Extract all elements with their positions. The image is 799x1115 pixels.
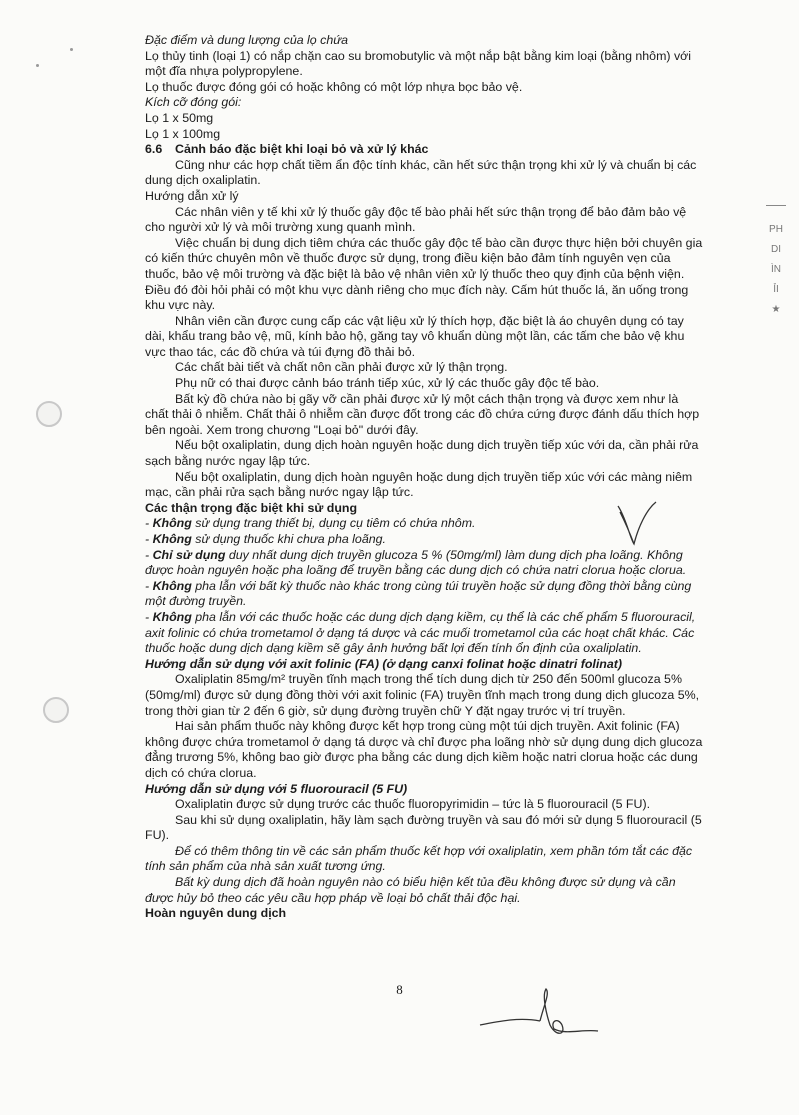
paragraph: Nếu bột oxaliplatin, dung dịch hoàn nguyên hoặc dung dịch truyền tiếp xúc với các màng niêm mạc, cần phải rửa sạch bằng nước ngay lập tức. xyxy=(145,469,693,500)
paragraph: Lọ 1 x 100mg xyxy=(145,126,221,141)
bullet-dash: - xyxy=(145,609,153,624)
paragraph: Phụ nữ có thai được cảnh báo tránh tiếp xúc, xử lý các thuốc gây độc tế bào. xyxy=(175,376,600,391)
section-heading xyxy=(145,142,705,158)
bullet-dash: - xyxy=(145,578,153,593)
paragraph: Lọ thủy tinh (loại 1) có nắp chặn cao su bromobutylic và một nắp bật bằng kim loại (bằng nhôm) với một đĩa nhựa polypropylene. xyxy=(145,48,692,79)
section-title: Cảnh báo đặc biệt khi loại bỏ và xử lý khác xyxy=(175,142,429,157)
precaution-item xyxy=(145,579,705,610)
precaution-text: sử dụng trang thiết bị, dụng cụ tiêm có chứa nhôm. xyxy=(191,516,476,531)
paragraph: Oxaliplatin 85mg/m² truyền tĩnh mạch trong thể tích dung dịch từ 250 đến 500ml glucoza 5% (50mg/ml) được sử dụng đồng thời với axit folinic (FA) truyền tĩnh mạch trong dung dịch glucoza 5%, trong thời gian từ 2 đến 6 giờ, sử dụng đường truyền chữ Y đặt ngay trước vị trí truyền. xyxy=(145,672,700,718)
precaution-text: duy nhất dung dịch truyền glucoza 5 % (50mg/ml) làm dung dịch pha loãng. Không được hoàn nguyên hoặc pha loãng để truyền bằng các dung dịch có chứa natri clorua hoặc clorua. xyxy=(145,547,687,578)
paragraph: Nếu bột oxaliplatin, dung dịch hoàn nguyên hoặc dung dịch truyền tiếp xúc với da, cần phải rửa sạch bằng nước ngay lập tức. xyxy=(145,438,699,469)
stamp-star-icon: ★ xyxy=(771,304,781,315)
page-number: 8 xyxy=(396,982,403,997)
section-number: 6.6 xyxy=(145,142,163,157)
paragraph: Lọ thuốc được đóng gói có hoặc không có một lớp nhựa bọc bảo vệ. xyxy=(145,79,523,94)
subheading: Các thận trọng đặc biệt khi sử dụng xyxy=(145,500,358,515)
paragraph: Hướng dẫn xử lý xyxy=(145,188,239,203)
scan-speck xyxy=(70,48,73,51)
subheading: Hướng dẫn sử dụng với 5 fluorouracil (5 FU) xyxy=(145,781,408,796)
paragraph: Bất kỳ đồ chứa nào bị gãy vỡ cần phải được xử lý một cách thận trọng và được xem như là chất thải ô nhiễm. Chất thải ô nhiễm cần được đốt trong các đồ chứa cứng được đánh dấu thích hợp bên ngoài. Xem trong chương "Loại bỏ" dưới đây. xyxy=(145,391,700,437)
paragraph: Hai sản phẩm thuốc này không được kết hợp trong cùng một túi dịch truyền. Axit folinic (FA) không được chứa trometamol ở dạng tá dược và chỉ được pha loãng nhờ sử dụng dung dịch glucoza đẳng trương 5%, không bao giờ được pha bằng các dung dịch kiềm hoặc natri clorua hoặc các dung dịch có chứa clorua. xyxy=(145,719,703,780)
scan-speck xyxy=(36,64,39,67)
bottom-signature xyxy=(470,985,610,1050)
paragraph: Nhân viên cần được cung cấp các vật liệu xử lý thích hợp, đặc biệt là áo chuyên dụng có tay dài, khẩu trang bảo vệ, mũ, kính bảo hộ, găng tay vô khuẩn dùng một lần, các tấm che bảo vệ khu vực thao tác, các đồ chứa và túi đựng đồ thải bỏ. xyxy=(145,313,685,359)
emphasis-keyword: Chỉ sử dụng xyxy=(152,547,226,562)
paragraph: Đặc điểm và dung lượng của lọ chứa xyxy=(145,33,348,47)
precaution-text: sử dụng thuốc khi chưa pha loãng. xyxy=(191,532,386,546)
paragraph: Để có thêm thông tin về các sản phẩm thuốc kết hợp với oxaliplatin, xem phần tóm tắt các đặc tính sản phẩm của nhà sản xuất tương ứng. xyxy=(145,843,693,874)
precaution-text: pha lẫn với bất kỳ thuốc nào khác trong cùng túi truyền hoặc sử dụng đồng thời bằng cùng một đường truyền. xyxy=(145,578,692,609)
bullet-dash: - xyxy=(145,547,153,562)
margin-stamp-fragment xyxy=(758,205,794,320)
precaution-text: pha lẫn với các thuốc hoặc các dung dịch dạng kiềm, cụ thể là các chế phẩm 5 fluorouracil, axit folinic có chứa trometamol ở dạng tá dược và các muối trometamol của các hoạt chất khác. Các thuốc hoặc dung dịch dạng kiềm sẽ gây ảnh hưởng bất lợi đến tính ổn định của oxaliplatin. xyxy=(145,609,696,656)
paragraph: Lọ 1 x 50mg xyxy=(145,110,214,125)
stamp-line: ÌN xyxy=(771,264,781,275)
subheading: Hoàn nguyên dung dịch xyxy=(145,906,287,921)
stamp-line: ỈI xyxy=(773,284,779,295)
precaution-item xyxy=(145,548,705,579)
paragraph: Các chất bài tiết và chất nôn cần phải được xử lý thận trọng. xyxy=(175,360,508,375)
paragraph: Bất kỳ dung dịch đã hoàn nguyên nào có biểu hiện kết tủa đều không được sử dụng và cần được hủy bỏ theo các yêu cầu hợp pháp về loại bỏ chất thải độc hại. xyxy=(145,875,676,905)
paragraph: Các nhân viên y tế khi xử lý thuốc gây độc tế bào phải hết sức thận trọng để bảo đảm bảo vệ cho người xử lý và môi trường xung quanh mình. xyxy=(145,204,687,235)
stamp-line: DI xyxy=(771,244,781,255)
bullet-dash: - xyxy=(145,516,153,531)
precaution-item xyxy=(145,610,705,657)
document-page xyxy=(145,33,705,922)
emphasis-keyword: Không xyxy=(152,609,192,624)
paragraph: Việc chuẩn bị dung dịch tiêm chứa các thuốc gây độc tế bào cần được thực hiện bởi chuyên gia có kiến thức chuyên môn về thuốc được sử dụng, trong điều kiện bảo đảm tính nguyên vẹn của thuốc, bảo vệ môi trường và đặc biệt là bảo vệ nhân viên xử lý thuốc theo quy định của bệnh viện. Điều đó đòi hỏi phải có một khu vực dành riêng cho mục đích này. Cấm hút thuốc lá, ăn uống trong khu vực này. xyxy=(145,235,703,313)
paragraph: Oxaliplatin được sử dụng trước các thuốc fluoropyrimidin – tức là 5 fluorouracil (5 FU). xyxy=(175,797,651,812)
punch-hole-top xyxy=(36,401,62,427)
paragraph: Kích cỡ đóng gói: xyxy=(145,95,242,110)
emphasis-keyword: Không xyxy=(152,516,192,531)
subheading: Hướng dẫn sử dụng với axit folinic (FA) (ở dạng canxi folinat hoặc dinatri folinat) xyxy=(145,656,623,671)
paragraph: Sau khi sử dụng oxaliplatin, hãy làm sạch đường truyền và sau đó mới sử dụng 5 fluorouracil (5 FU). xyxy=(145,812,702,843)
emphasis-keyword: Không xyxy=(152,578,192,593)
bullet-dash: - xyxy=(145,532,153,546)
punch-hole-bottom xyxy=(43,697,69,723)
stamp-line: PH xyxy=(769,224,783,235)
initial-mark-signature xyxy=(612,498,662,550)
paragraph: Cũng như các hợp chất tiềm ẩn độc tính khác, cần hết sức thận trọng khi xử lý và chuẩn bị các dung dịch oxaliplatin. xyxy=(145,157,697,188)
emphasis-keyword: Không xyxy=(152,532,192,546)
